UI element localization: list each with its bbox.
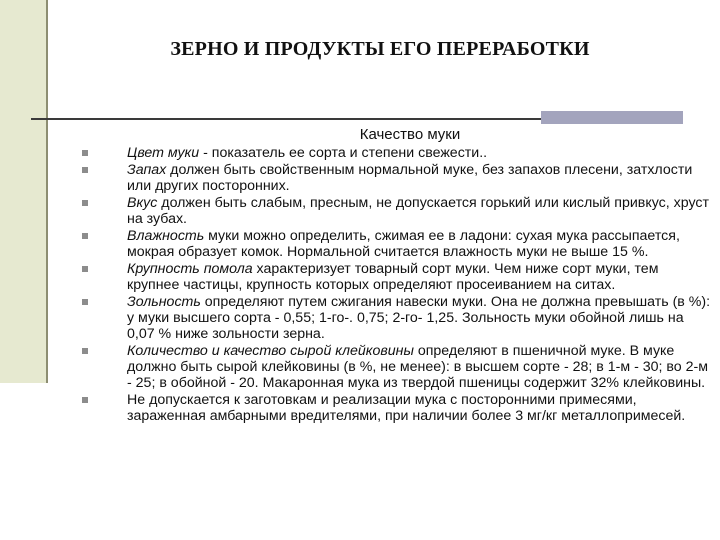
item-term: Влажность bbox=[127, 228, 205, 244]
item-term: Количество и качество сырой клейковины bbox=[127, 343, 414, 359]
item-text: определяют в пшеничной муке. В муке должно быть сырой клейковины (в %, не менее): в высшем сорте - 28; в 1-м - 30; во 2-м - 25; в обойной - 20. Макаронная мука из твердой пшеницы содержит 32% клейковины. bbox=[127, 343, 708, 391]
quality-list bbox=[82, 145, 714, 425]
item-term: Крупность помола bbox=[127, 261, 253, 277]
bullet-icon bbox=[82, 348, 88, 354]
bullet-icon bbox=[82, 167, 88, 173]
list-item-ash bbox=[82, 294, 714, 342]
bullet-icon bbox=[82, 266, 88, 272]
bullet-icon bbox=[82, 299, 88, 305]
list-item-smell bbox=[82, 162, 714, 194]
list-item-impurities bbox=[82, 392, 714, 424]
item-text: - показатель ее сорта и степени свежести.. bbox=[199, 145, 488, 161]
title-accent-block bbox=[541, 111, 683, 124]
sidebar-divider bbox=[46, 0, 48, 383]
item-text: муки можно определить, сжимая ее в ладони: сухая мука рассыпается, мокрая образует комок. Нормальной считается влажность муки не выше 15 %. bbox=[127, 228, 680, 260]
list-item-gluten bbox=[82, 343, 714, 391]
item-text: должен быть свойственным нормальной муке, без запахов плесени, затхлости или других посторонних. bbox=[127, 162, 693, 194]
item-text: должен быть слабым, пресным, не допускается горький или кислый привкус, хруст на зубах. bbox=[127, 195, 709, 227]
list-item-taste bbox=[82, 195, 714, 227]
slide-title: ЗЕРНО И ПРОДУКТЫ ЕГО ПЕРЕРАБОТКИ bbox=[170, 38, 590, 60]
item-term: Запах bbox=[127, 162, 167, 178]
list-item-moisture bbox=[82, 228, 714, 260]
item-term: Зольность bbox=[127, 294, 201, 310]
title-underline bbox=[31, 118, 541, 120]
item-term: Вкус bbox=[127, 195, 158, 211]
bullet-icon bbox=[82, 397, 88, 403]
item-text: Не допускается к заготовкам и реализации мука с посторонними примесями, зараженная амбарными вредителями, при наличии более 3 мг/кг металлопримесей. bbox=[127, 392, 686, 424]
bullet-icon bbox=[82, 200, 88, 206]
item-term: Цвет муки bbox=[127, 145, 200, 161]
list-item-grind bbox=[82, 261, 714, 293]
list-item-color bbox=[82, 145, 714, 161]
item-text: определяют путем сжигания навески муки. Она не должна превышать (в %): у муки высшего сорта - 0,55; 1-го-. 0,75; 2-го- 1,25. Зольность муки обойной лишь на 0,07 % ниже зольности зерна. bbox=[127, 294, 711, 342]
section-heading: Качество муки bbox=[359, 126, 461, 143]
bullet-icon bbox=[82, 233, 88, 239]
sidebar-panel bbox=[0, 0, 46, 383]
bullet-icon bbox=[82, 150, 88, 156]
item-text: характеризует товарный сорт муки. Чем ниже сорт муки, тем крупнее частицы, крупность которых определяют просеиванием на ситах. bbox=[127, 261, 659, 293]
